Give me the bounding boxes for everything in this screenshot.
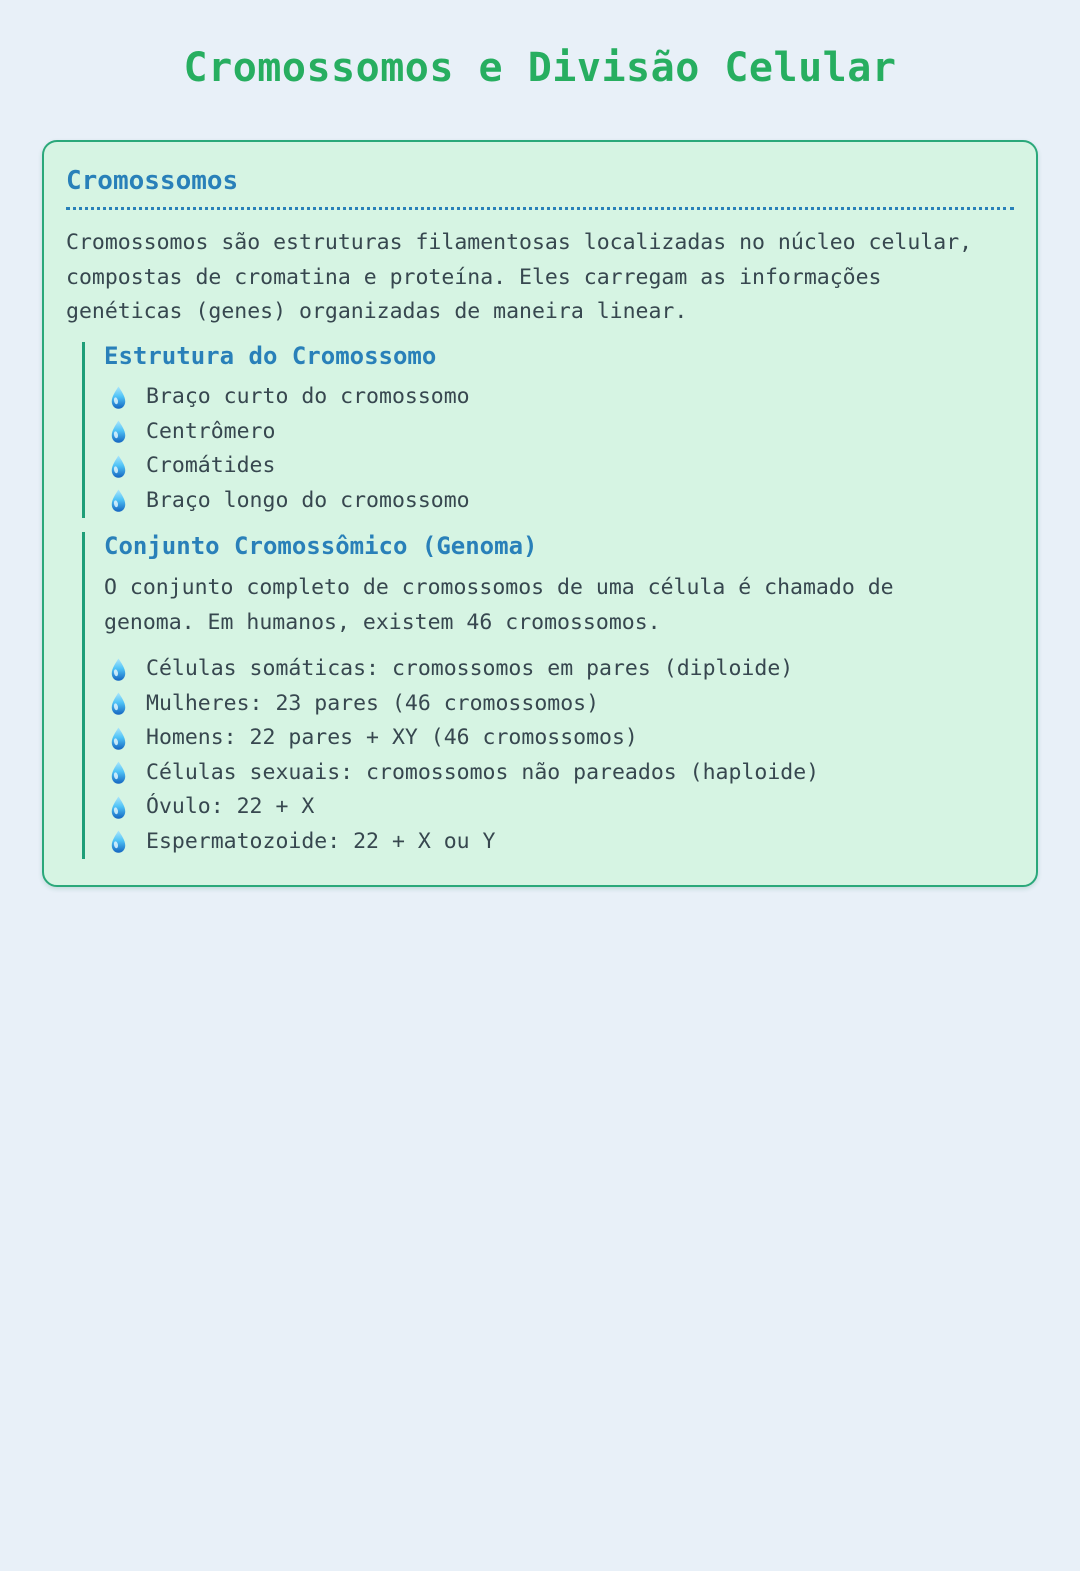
droplet-icon bbox=[109, 829, 128, 855]
droplet-icon bbox=[109, 488, 128, 514]
section-paragraph-line: O conjunto completo de cromossomos de uma célula é chamado de bbox=[104, 575, 894, 601]
section-heading: Conjunto Cromossômico (Genoma) bbox=[104, 532, 538, 561]
droplet-icon bbox=[109, 419, 128, 445]
list-item-text: Cromátides bbox=[146, 453, 276, 479]
list-item bbox=[109, 721, 1014, 756]
list-item bbox=[109, 449, 1014, 484]
list-item bbox=[109, 825, 1014, 860]
section-paragraph bbox=[104, 571, 1014, 640]
intro-line: genéticas (genes) organizadas de maneira linear. bbox=[66, 299, 688, 325]
section-paragraph-line: genoma. Em humanos, existem 46 cromossomos. bbox=[104, 609, 661, 635]
droplet-icon bbox=[109, 760, 128, 786]
card-heading: Cromossomos bbox=[66, 166, 1014, 210]
list-item bbox=[109, 687, 1014, 722]
droplet-icon bbox=[109, 691, 128, 717]
list-item-text: Óvulo: 22 + X bbox=[146, 794, 315, 820]
section-conjunto-cromossomico bbox=[82, 532, 1014, 859]
droplet-icon bbox=[109, 726, 128, 752]
bullet-list bbox=[104, 380, 1014, 518]
list-item bbox=[109, 756, 1014, 791]
list-item-text: Células sexuais: cromossomos não pareados (haploide) bbox=[146, 759, 820, 785]
list-item bbox=[109, 415, 1014, 450]
droplet-icon bbox=[109, 385, 128, 411]
section-heading: Estrutura do Cromossomo bbox=[104, 341, 437, 370]
droplet-icon bbox=[109, 795, 128, 821]
intro-line: Cromossomos são estruturas filamentosas localizadas no núcleo celular, bbox=[66, 230, 973, 256]
page-title: Cromossomos e Divisão Celular bbox=[183, 45, 897, 91]
list-item-text: Homens: 22 pares + XY (46 cromossomos) bbox=[146, 725, 638, 751]
list-item-text: Centrômero bbox=[146, 418, 276, 444]
intro-paragraph bbox=[66, 226, 1014, 330]
droplet-icon bbox=[109, 657, 128, 683]
section-estrutura-do-cromossomo bbox=[82, 342, 1014, 519]
list-item-text: Células somáticas: cromossomos em pares (diploide) bbox=[146, 656, 794, 682]
list-item bbox=[109, 484, 1014, 519]
bullet-list bbox=[104, 652, 1014, 859]
list-item bbox=[109, 790, 1014, 825]
list-item bbox=[109, 652, 1014, 687]
list-item-text: Espermatozoide: 22 + X ou Y bbox=[146, 828, 496, 854]
content-card bbox=[42, 140, 1038, 887]
droplet-icon bbox=[109, 454, 128, 480]
list-item-text: Braço longo do cromossomo bbox=[146, 487, 470, 513]
intro-line: compostas de cromatina e proteína. Eles carregam as informações bbox=[66, 264, 882, 290]
list-item-text: Mulheres: 23 pares (46 cromossomos) bbox=[146, 690, 600, 716]
list-item-text: Braço curto do cromossomo bbox=[146, 384, 470, 410]
list-item bbox=[109, 380, 1014, 415]
